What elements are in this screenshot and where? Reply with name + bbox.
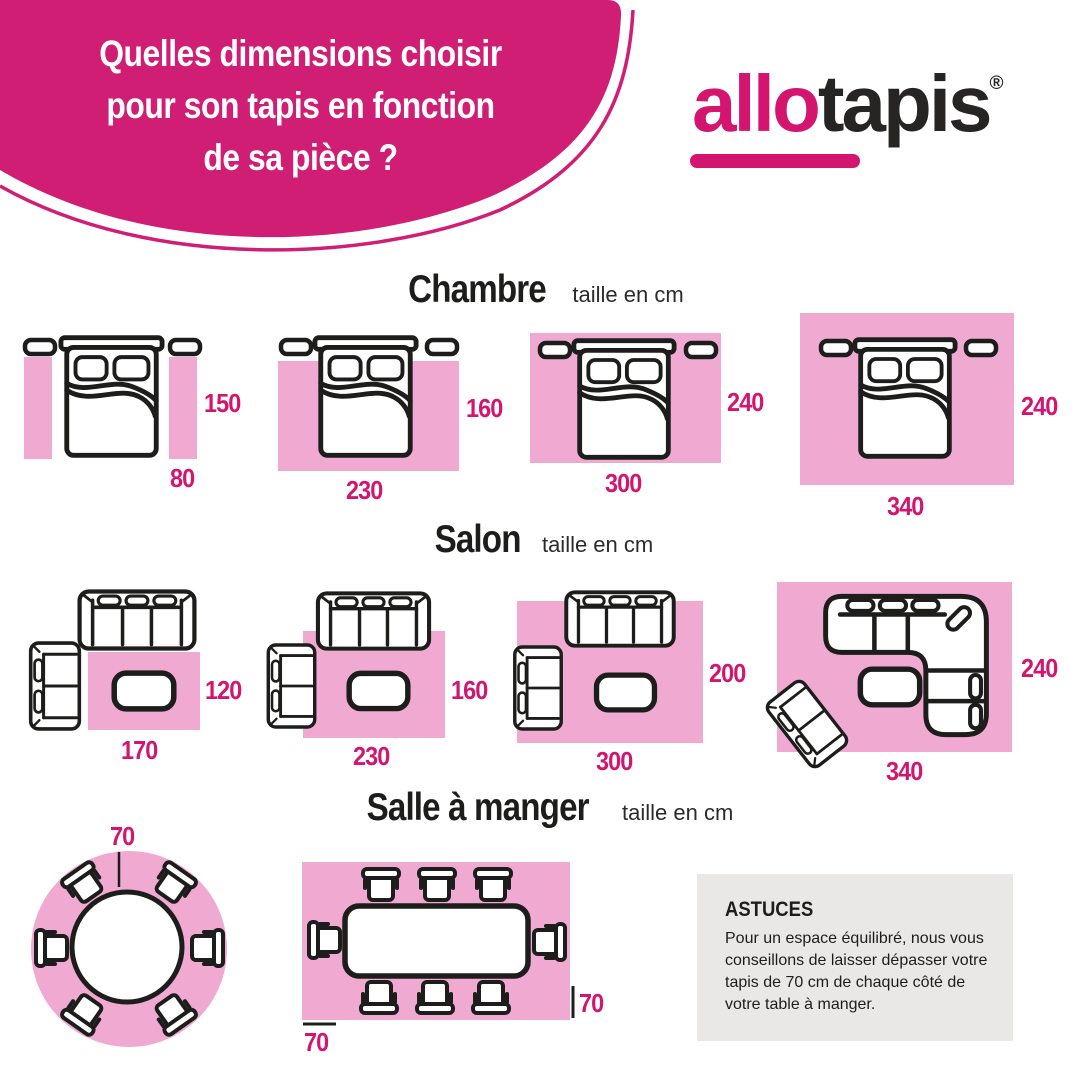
registered-mark: ® [989, 73, 1004, 94]
dimension-height-label: 160 [451, 675, 488, 705]
page-title-line: pour son tapis en fonction [106, 85, 495, 126]
brand-logo [692, 58, 1004, 150]
diagram-chambre-240x300 [528, 330, 773, 505]
round-table-icon [72, 892, 182, 1002]
dimension-width-label: 170 [121, 735, 158, 765]
page-title-line: de sa pièce ? [203, 137, 398, 178]
dimension-width-label: 340 [886, 756, 923, 786]
nightstand-icon [167, 337, 203, 357]
nightstand-icon [683, 340, 719, 360]
diagram-dining-rect [300, 858, 615, 1063]
dimension-width-label: 300 [596, 746, 633, 776]
overhang-bottom-label: 70 [304, 1027, 329, 1057]
section-title: Chambre [408, 268, 547, 311]
dimension-width-label: 340 [887, 491, 924, 521]
logo-underline [690, 154, 860, 168]
logo-allo-text: allo [692, 59, 818, 148]
sofa-two-seat-icon [24, 641, 86, 731]
nightstand-icon [963, 338, 999, 358]
sofa-two-seat-icon [509, 645, 567, 731]
coffee-table-icon [111, 669, 177, 713]
rug [24, 357, 52, 459]
diagram-chambre-runners [18, 333, 243, 503]
dimension-width-label: 230 [353, 741, 390, 771]
chair-icon [309, 922, 340, 958]
section-title: Salle à manger [366, 786, 589, 829]
dimension-width-label: 300 [605, 468, 642, 498]
bed-icon [571, 336, 677, 463]
chair-icon [473, 982, 509, 1013]
unit-label: taille en cm [541, 532, 654, 557]
diagram-chambre-240x340 [797, 311, 1072, 521]
astuces-body: Pour un espace équilibré, nous vous conseillons de laisser dépasser votre tapis de 70 cm de chaque côté de votre table à manger. [725, 930, 988, 1013]
nightstand-icon [278, 337, 314, 357]
nightstand-icon [22, 337, 58, 357]
astuces-box [697, 874, 1013, 1041]
unit-label: taille en cm [622, 800, 734, 825]
section-header-salon [0, 518, 1080, 562]
overhang-label: 70 [110, 821, 135, 851]
rect-rug-scene [300, 858, 610, 1058]
section-header-salle-a-manger [0, 786, 1080, 830]
section-title: Salon [434, 518, 521, 561]
dimension-height-label: 240 [1021, 653, 1058, 683]
coffee-table-icon [593, 672, 658, 713]
page-title-line: Quelles dimensions choisir [99, 33, 502, 74]
rug [169, 357, 197, 459]
dimension-height-label: 240 [1021, 391, 1058, 421]
chair-icon [475, 869, 511, 900]
nightstand-icon [537, 340, 573, 360]
chair-icon [361, 982, 397, 1013]
coffee-table-icon [346, 670, 411, 712]
diagram-chambre-160x230 [276, 333, 506, 508]
dimension-height-label: 160 [466, 393, 503, 423]
sofa-three-seat-icon [562, 590, 678, 648]
dimension-height-label: 120 [205, 675, 242, 705]
diagram-dining-round [30, 821, 275, 1060]
dimension-height-label: 150 [204, 388, 241, 418]
dimension-height-label: 200 [709, 658, 746, 688]
unit-label: taille en cm [572, 282, 684, 307]
dimension-width-label: 230 [346, 475, 383, 505]
logo-tapis-text: tapis [817, 59, 990, 148]
bed-icon [852, 335, 958, 462]
diagram-salon-240x340 [773, 570, 1078, 785]
diagram-salon-120x170 [18, 585, 263, 780]
nightstand-icon [424, 337, 460, 357]
chair-icon [419, 869, 455, 900]
dining-table-icon [345, 906, 528, 976]
diagram-salon-200x300 [508, 585, 768, 785]
astuces-title: ASTUCES [725, 898, 814, 921]
chair-icon [417, 982, 453, 1013]
sofa-two-seat-icon [262, 643, 321, 729]
page-title [28, 28, 573, 184]
chair-icon [36, 930, 67, 966]
section-header-chambre [0, 268, 1080, 312]
sofa-three-seat-icon [76, 589, 198, 651]
diagram-salon-160x230 [260, 585, 505, 785]
round-rug-scene [30, 845, 270, 1057]
dimension-width-label: 80 [170, 463, 195, 493]
bed-icon [312, 333, 419, 461]
bed-icon [58, 333, 165, 461]
chair-icon [534, 924, 565, 960]
chair-icon [192, 930, 223, 966]
overhang-right-label: 70 [579, 988, 604, 1018]
coffee-table-icon [857, 666, 923, 708]
dimension-height-label: 240 [727, 387, 764, 417]
chair-icon [363, 869, 399, 900]
sofa-three-seat-icon [314, 591, 433, 651]
nightstand-icon [818, 338, 854, 358]
